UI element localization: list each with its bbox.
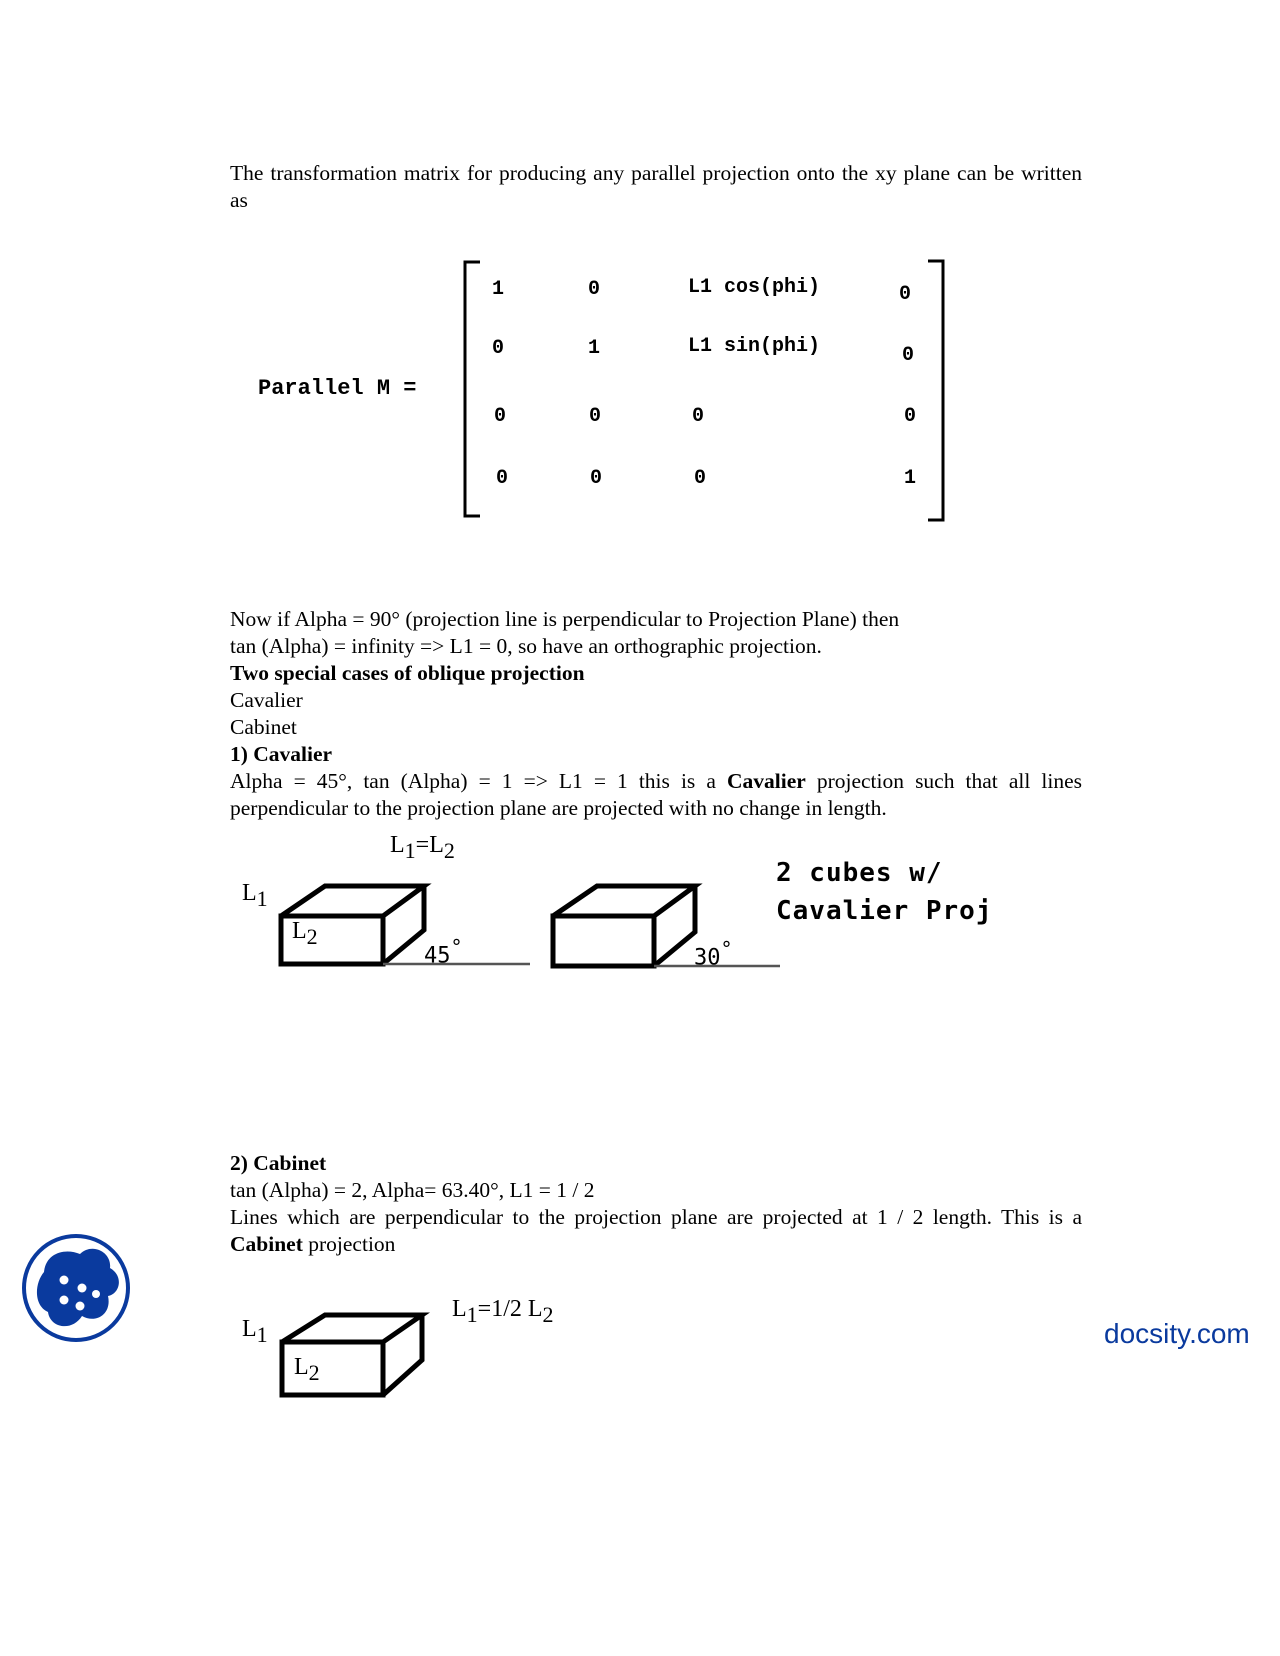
label-part: L bbox=[452, 1296, 467, 1322]
matrix-cell: 0 bbox=[494, 405, 507, 428]
label-sub: 2 bbox=[443, 837, 455, 863]
matrix-cell: 1 bbox=[588, 337, 601, 360]
label-sub: 1 bbox=[466, 1301, 478, 1327]
docsity-logo-icon[interactable] bbox=[20, 1232, 132, 1344]
matrix-cell: 0 bbox=[588, 278, 601, 301]
label-sub: 2 bbox=[306, 923, 318, 949]
matrix-cell: L1 sin(phi) bbox=[688, 335, 821, 358]
matrix-cell: 0 bbox=[496, 467, 509, 490]
cabinet-paragraph bbox=[230, 1204, 1082, 1258]
label-part: L bbox=[294, 1354, 309, 1380]
figure-label-l1-eq-l2 bbox=[390, 832, 455, 864]
label-sub: 2 bbox=[308, 1359, 320, 1385]
section-heading: 2) Cabinet bbox=[230, 1151, 327, 1175]
matrix-cell: 0 bbox=[904, 405, 917, 428]
list-item: Cabinet bbox=[230, 715, 297, 739]
matrix-cell: 0 bbox=[694, 467, 707, 490]
figure-label-l2 bbox=[292, 918, 318, 950]
text-run: Lines which are perpendicular to the projection plane are projected at 1 / 2 length. This is a bbox=[230, 1205, 1082, 1229]
angle-label-45 bbox=[424, 935, 463, 968]
figure-note-line2: Cavalier Proj bbox=[776, 896, 993, 926]
degree-mark: ° bbox=[450, 935, 463, 959]
matrix-cell: L1 cos(phi) bbox=[688, 276, 821, 299]
label-part: L bbox=[292, 918, 307, 944]
cavalier-cube-drawing bbox=[240, 837, 820, 1000]
degree-mark: ° bbox=[720, 937, 733, 961]
matrix-cell: 0 bbox=[590, 467, 603, 490]
angle-value: 30 bbox=[694, 945, 721, 971]
text-run: projection bbox=[308, 1232, 396, 1256]
figure-label-l1 bbox=[242, 880, 268, 912]
text-run-bold: Cavalier bbox=[726, 769, 806, 793]
figure-label-l2 bbox=[294, 1354, 320, 1386]
intro-paragraph bbox=[230, 160, 1082, 214]
angle-value: 45 bbox=[424, 943, 451, 969]
matrix-cell: 0 bbox=[492, 337, 505, 360]
body-line: Now if Alpha = 90° (projection line is perpendicular to Projection Plane) then bbox=[230, 607, 900, 631]
body-section bbox=[230, 606, 1082, 822]
matrix-cell: 0 bbox=[899, 283, 912, 306]
label-part: L bbox=[390, 832, 405, 858]
section-heading: Two special cases of oblique projection bbox=[230, 661, 585, 685]
text-run: projection such that all lines perpendicular to the projection plane are projected with no change in length. bbox=[230, 769, 1082, 820]
matrix-left-bracket bbox=[462, 260, 482, 520]
label-sub: 1 bbox=[256, 885, 268, 911]
text-run: Alpha = 45°, tan (Alpha) = 1 => L1 = 1 this is a bbox=[230, 769, 716, 793]
intro-text: The transformation matrix for producing any parallel projection onto the xy plane can be written as bbox=[230, 161, 1082, 212]
label-sub: 1 bbox=[256, 1321, 268, 1347]
label-part: L bbox=[242, 880, 257, 906]
label-sub: 2 bbox=[542, 1301, 554, 1327]
matrix-right-bracket bbox=[926, 258, 946, 526]
body-line: tan (Alpha) = infinity => L1 = 0, so have an orthographic projection. bbox=[230, 634, 822, 658]
matrix-cell: 0 bbox=[589, 405, 602, 428]
matrix-cell: 1 bbox=[904, 467, 917, 490]
cavalier-paragraph bbox=[230, 768, 1082, 822]
figure-label-l1-half-l2 bbox=[452, 1296, 554, 1328]
label-sub: 1 bbox=[404, 837, 416, 863]
text-run-bold: Cabinet bbox=[230, 1232, 303, 1256]
label-part: L bbox=[242, 1316, 257, 1342]
figure-label-l1 bbox=[242, 1316, 268, 1348]
matrix-cell: 1 bbox=[492, 278, 505, 301]
matrix-label: Parallel M = bbox=[258, 376, 417, 401]
angle-label-30 bbox=[694, 937, 733, 970]
body-line: tan (Alpha) = 2, Alpha= 63.40°, L1 = 1 / 2 bbox=[230, 1178, 595, 1202]
label-part: =L bbox=[415, 832, 444, 858]
list-item: Cavalier bbox=[230, 688, 303, 712]
cabinet-section bbox=[230, 1150, 1082, 1258]
figure-note-line1: 2 cubes w/ bbox=[776, 858, 943, 888]
label-part: =1/2 L bbox=[477, 1296, 543, 1322]
docsity-brand-link[interactable]: docsity.com bbox=[1104, 1318, 1250, 1349]
matrix-cell: 0 bbox=[692, 405, 705, 428]
section-heading: 1) Cavalier bbox=[230, 742, 333, 766]
matrix-cell: 0 bbox=[902, 344, 915, 367]
